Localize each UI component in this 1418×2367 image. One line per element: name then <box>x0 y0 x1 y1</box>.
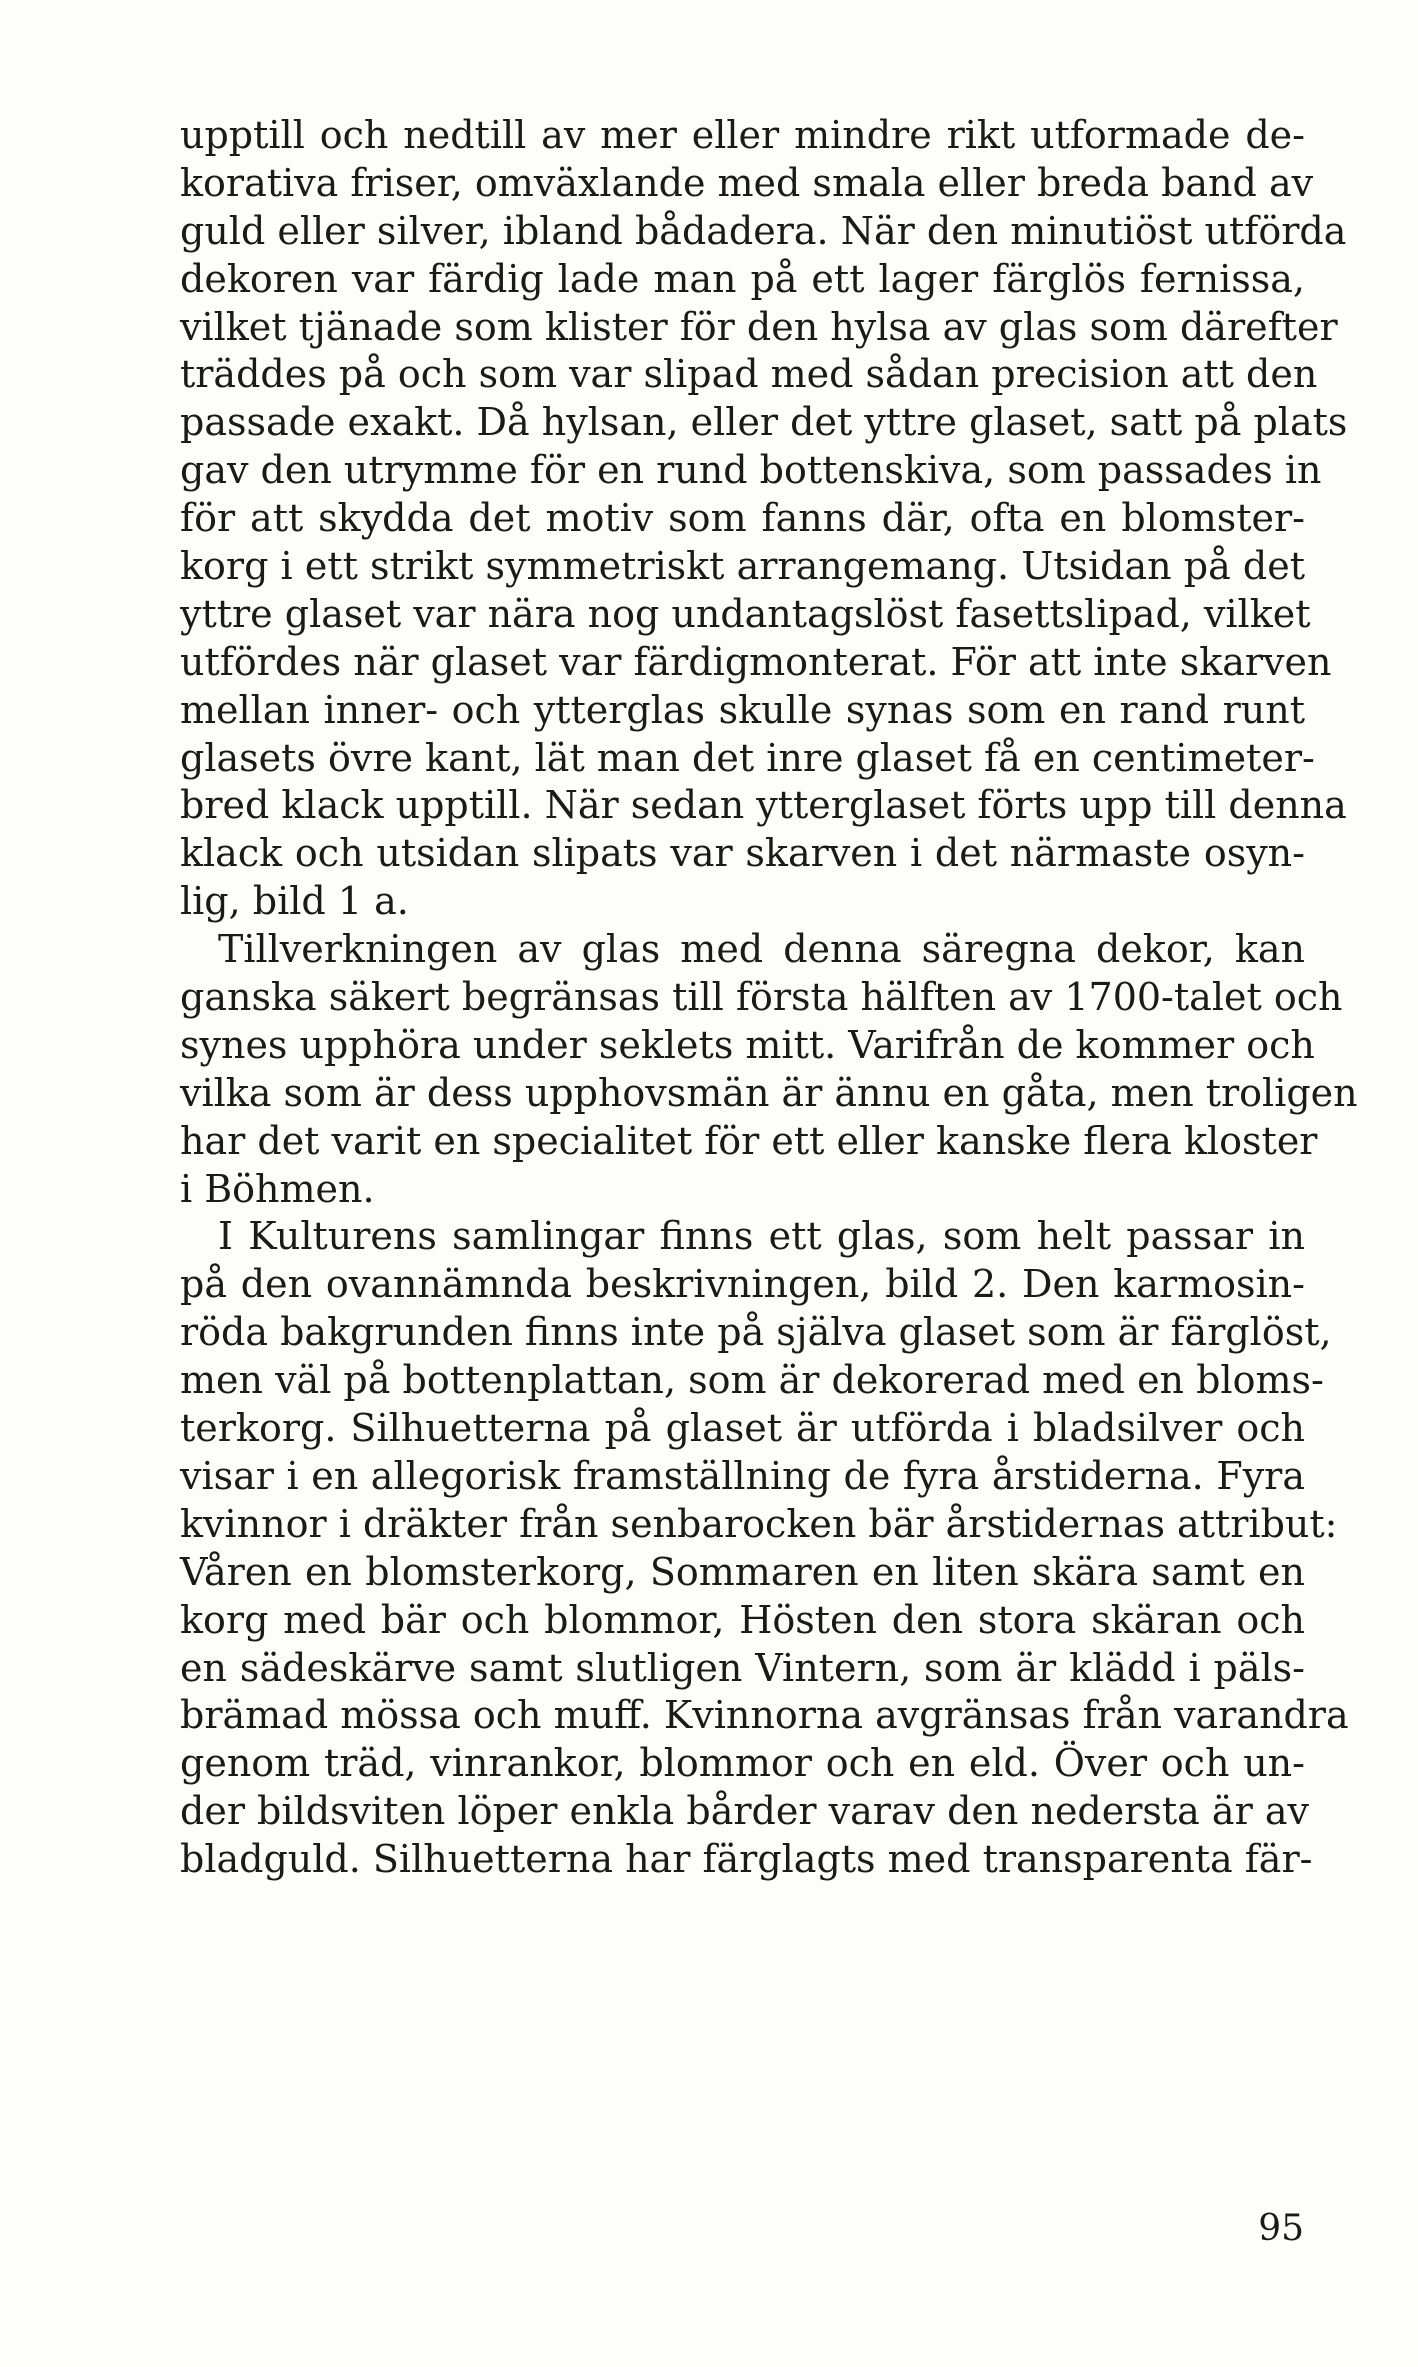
text-line: utfördes när glaset var färdigmonterat. För att inte skarven <box>180 639 1332 684</box>
text-line: bladguld. Silhuetterna har färglagts med transparenta fär- <box>180 1837 1313 1882</box>
text-line: korg i ett strikt symmetriskt arrangemang. Utsidan på det <box>180 544 1305 589</box>
paragraph-start-line: I Kulturens samlingar finns ett glas, som helt passar in <box>218 1214 1305 1259</box>
text-line: korg med bär och blommor, Hösten den stora skäran och <box>180 1597 1305 1642</box>
text-line: röda bakgrunden finns inte på själva glaset som är färglöst, <box>180 1310 1332 1355</box>
text-line: men väl på bottenplattan, som är dekorerad med en bloms- <box>180 1358 1324 1403</box>
text-line: der bildsviten löper enkla bårder varav den nedersta är av <box>180 1789 1309 1834</box>
text-line: har det varit en specialitet för ett eller kanske flera kloster <box>180 1118 1318 1163</box>
text-line: en sädeskärve samt slutligen Vintern, som är klädd i päls- <box>180 1645 1305 1690</box>
text-line: vilka som är dess upphovsmän är ännu en gåta, men troligen <box>180 1070 1358 1115</box>
text-line: kvinnor i dräkter från senbarocken bär årstidernas attribut: <box>180 1501 1338 1546</box>
paragraph-end-line: i Böhmen. <box>180 1166 375 1211</box>
text-line: brämad mössa och muff. Kvinnorna avgränsas från varandra <box>180 1693 1349 1738</box>
text-line: ganska säkert begränsas till första hälften av 1700-talet och <box>180 975 1343 1020</box>
text-line: mellan inner- och ytterglas skulle synas som en rand runt <box>180 687 1305 732</box>
text-line: dekoren var färdig lade man på ett lager färglös fernissa, <box>180 256 1305 301</box>
text-line: synes upphöra under seklets mitt. Varifrån de kommer och <box>180 1022 1315 1067</box>
text-line: passade exakt. Då hylsan, eller det yttre glaset, satt på plats <box>180 400 1348 445</box>
body-text <box>180 112 1358 1884</box>
text-line: vilket tjänade som klister för den hylsa av glas som därefter <box>180 304 1338 349</box>
text-line: Våren en blomsterkorg, Sommaren en liten skära samt en <box>180 1549 1305 1594</box>
text-line: för att skydda det motiv som fanns där, ofta en blomster- <box>180 496 1305 541</box>
text-line: bred klack upptill. När sedan ytterglaset förts upp till denna <box>180 783 1347 828</box>
text-line: klack och utsidan slipats var skarven i det närmaste osyn- <box>180 831 1305 876</box>
text-line: terkorg. Silhuetterna på glaset är utförda i bladsilver och <box>180 1406 1305 1451</box>
text-line: visar i en allegorisk framställning de fyra årstiderna. Fyra <box>180 1453 1305 1498</box>
text-line: korativa friser, omväxlande med smala eller breda band av <box>180 160 1314 205</box>
text-line: upptill och nedtill av mer eller mindre rikt utformade de- <box>180 113 1305 157</box>
text-line: gav den utrymme för en rund bottenskiva, som passades in <box>180 448 1322 493</box>
paragraph-start-line: Tillverkningen av glas med denna säregna dekor, kan <box>218 927 1305 972</box>
paragraph-end-line: lig, bild 1 a. <box>180 879 409 924</box>
text-line: genom träd, vinrankor, blommor och en eld. Över och un- <box>180 1741 1305 1786</box>
text-line: träddes på och som var slipad med sådan precision att den <box>180 352 1318 397</box>
page-number: 95 <box>1258 2208 1304 2249</box>
text-line: glasets övre kant, lät man det inre glaset få en centimeter- <box>180 735 1315 780</box>
text-line: yttre glaset var nära nog undantagslöst fasettslipad, vilket <box>180 591 1311 636</box>
text-line: guld eller silver, ibland bådadera. När den minutiöst utförda <box>180 208 1347 253</box>
text-line: på den ovannämnda beskrivningen, bild 2. Den karmosin- <box>180 1262 1305 1307</box>
